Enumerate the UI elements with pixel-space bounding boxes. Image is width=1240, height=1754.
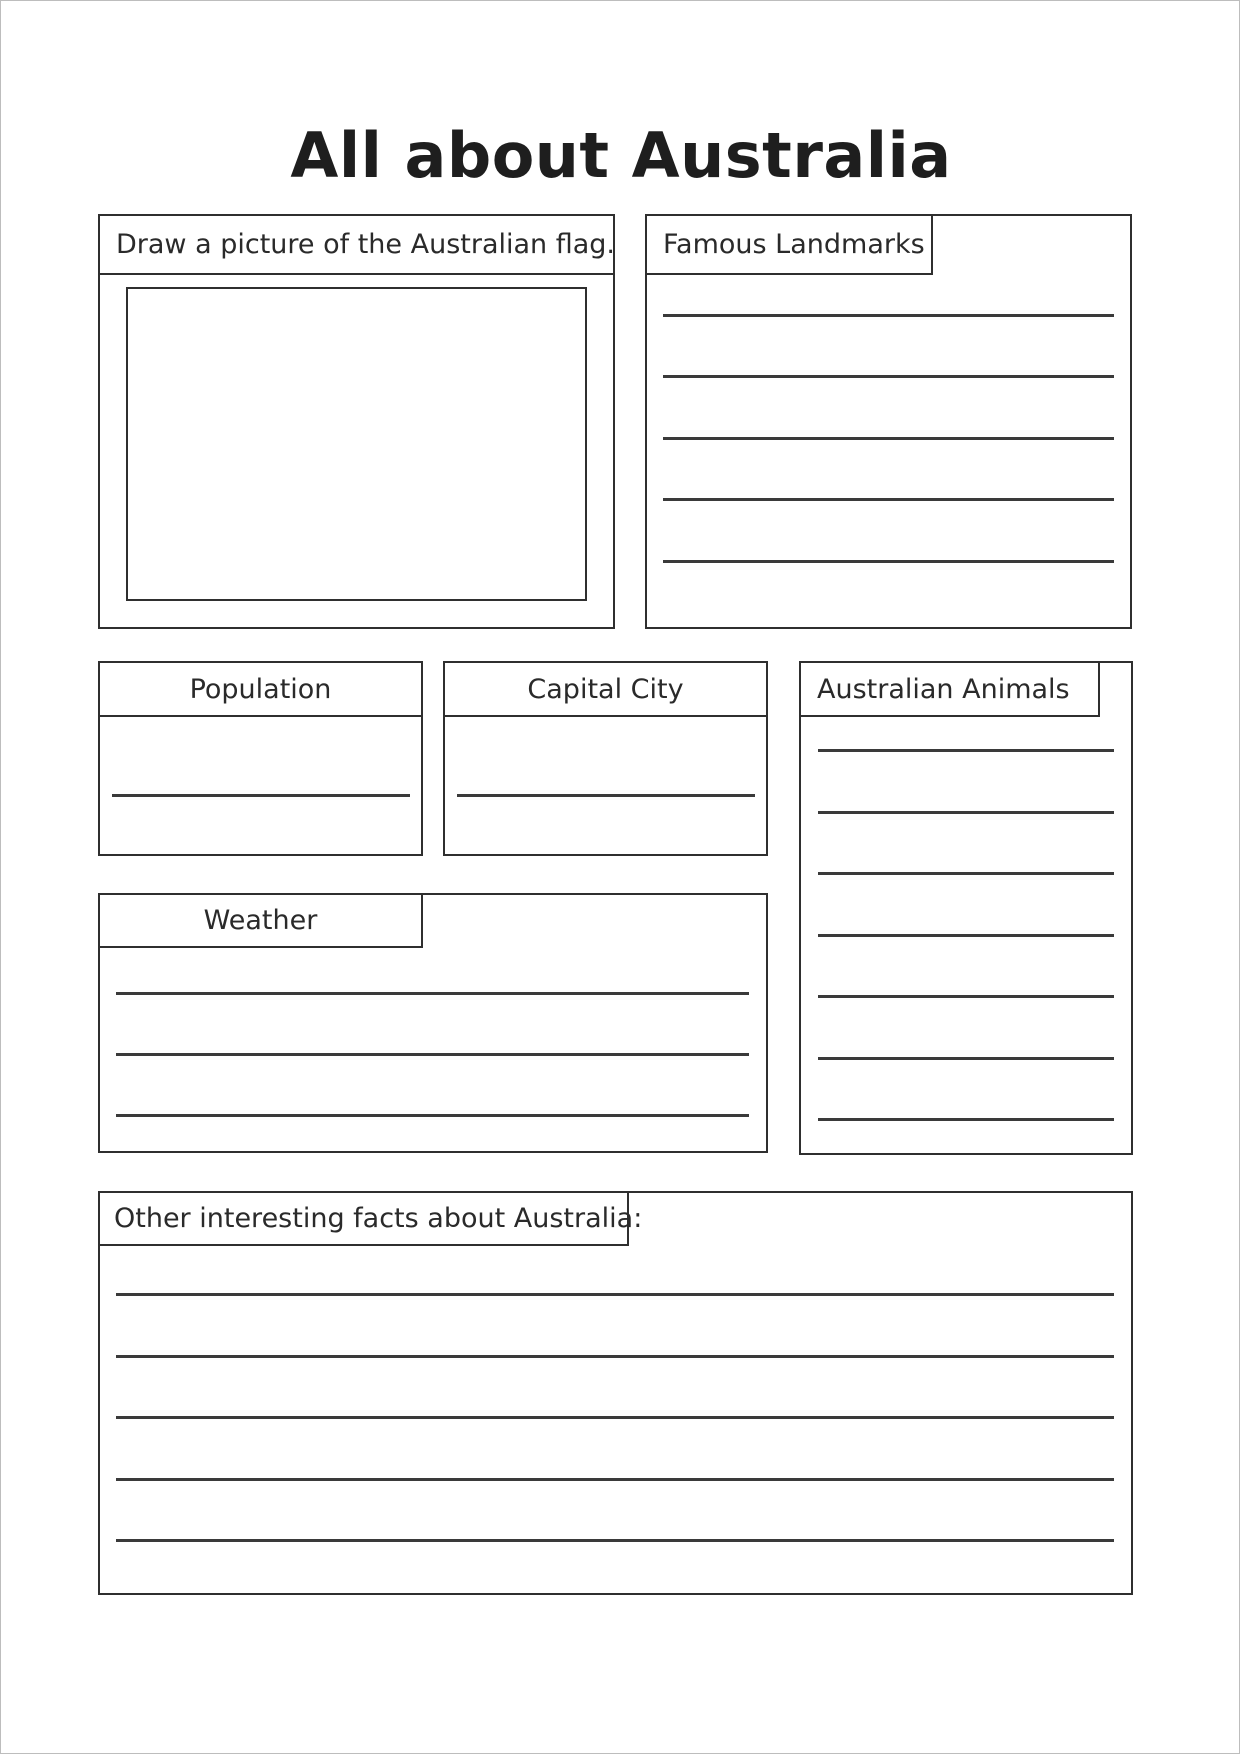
- animals-writing-line[interactable]: [818, 934, 1114, 937]
- animals-section-label: Australian Animals: [799, 661, 1100, 717]
- landmarks-writing-line[interactable]: [663, 560, 1114, 563]
- weather-writing-line[interactable]: [116, 1053, 749, 1056]
- population-section-label: Population: [98, 661, 423, 717]
- landmarks-section-label: Famous Landmarks: [645, 214, 933, 275]
- flag-section-label: Draw a picture of the Australian flag.: [98, 214, 615, 275]
- landmarks-writing-line[interactable]: [663, 314, 1114, 317]
- facts-section: [98, 1191, 1133, 1595]
- capital-section-label: Capital City: [443, 661, 768, 717]
- landmarks-section: [645, 214, 1132, 629]
- capital-writing-line[interactable]: [457, 794, 755, 797]
- facts-writing-line[interactable]: [116, 1539, 1114, 1542]
- animals-writing-line[interactable]: [818, 749, 1114, 752]
- landmarks-writing-line[interactable]: [663, 437, 1114, 440]
- weather-writing-line[interactable]: [116, 992, 749, 995]
- weather-writing-line[interactable]: [116, 1114, 749, 1117]
- landmarks-writing-line[interactable]: [663, 498, 1114, 501]
- page-title: All about Australia: [290, 119, 952, 192]
- animals-writing-line[interactable]: [818, 811, 1114, 814]
- animals-writing-line[interactable]: [818, 995, 1114, 998]
- animals-writing-line[interactable]: [818, 1118, 1114, 1121]
- facts-writing-line[interactable]: [116, 1416, 1114, 1419]
- weather-section-label: Weather: [98, 893, 423, 948]
- facts-writing-line[interactable]: [116, 1478, 1114, 1481]
- facts-writing-line[interactable]: [116, 1355, 1114, 1358]
- landmarks-writing-line[interactable]: [663, 375, 1114, 378]
- facts-writing-line[interactable]: [116, 1293, 1114, 1296]
- facts-section-label: Other interesting facts about Australia:: [98, 1191, 629, 1246]
- flag-drawing-area[interactable]: [126, 287, 587, 601]
- animals-section: [799, 661, 1133, 1155]
- animals-writing-line[interactable]: [818, 872, 1114, 875]
- population-writing-line[interactable]: [112, 794, 410, 797]
- animals-writing-line[interactable]: [818, 1057, 1114, 1060]
